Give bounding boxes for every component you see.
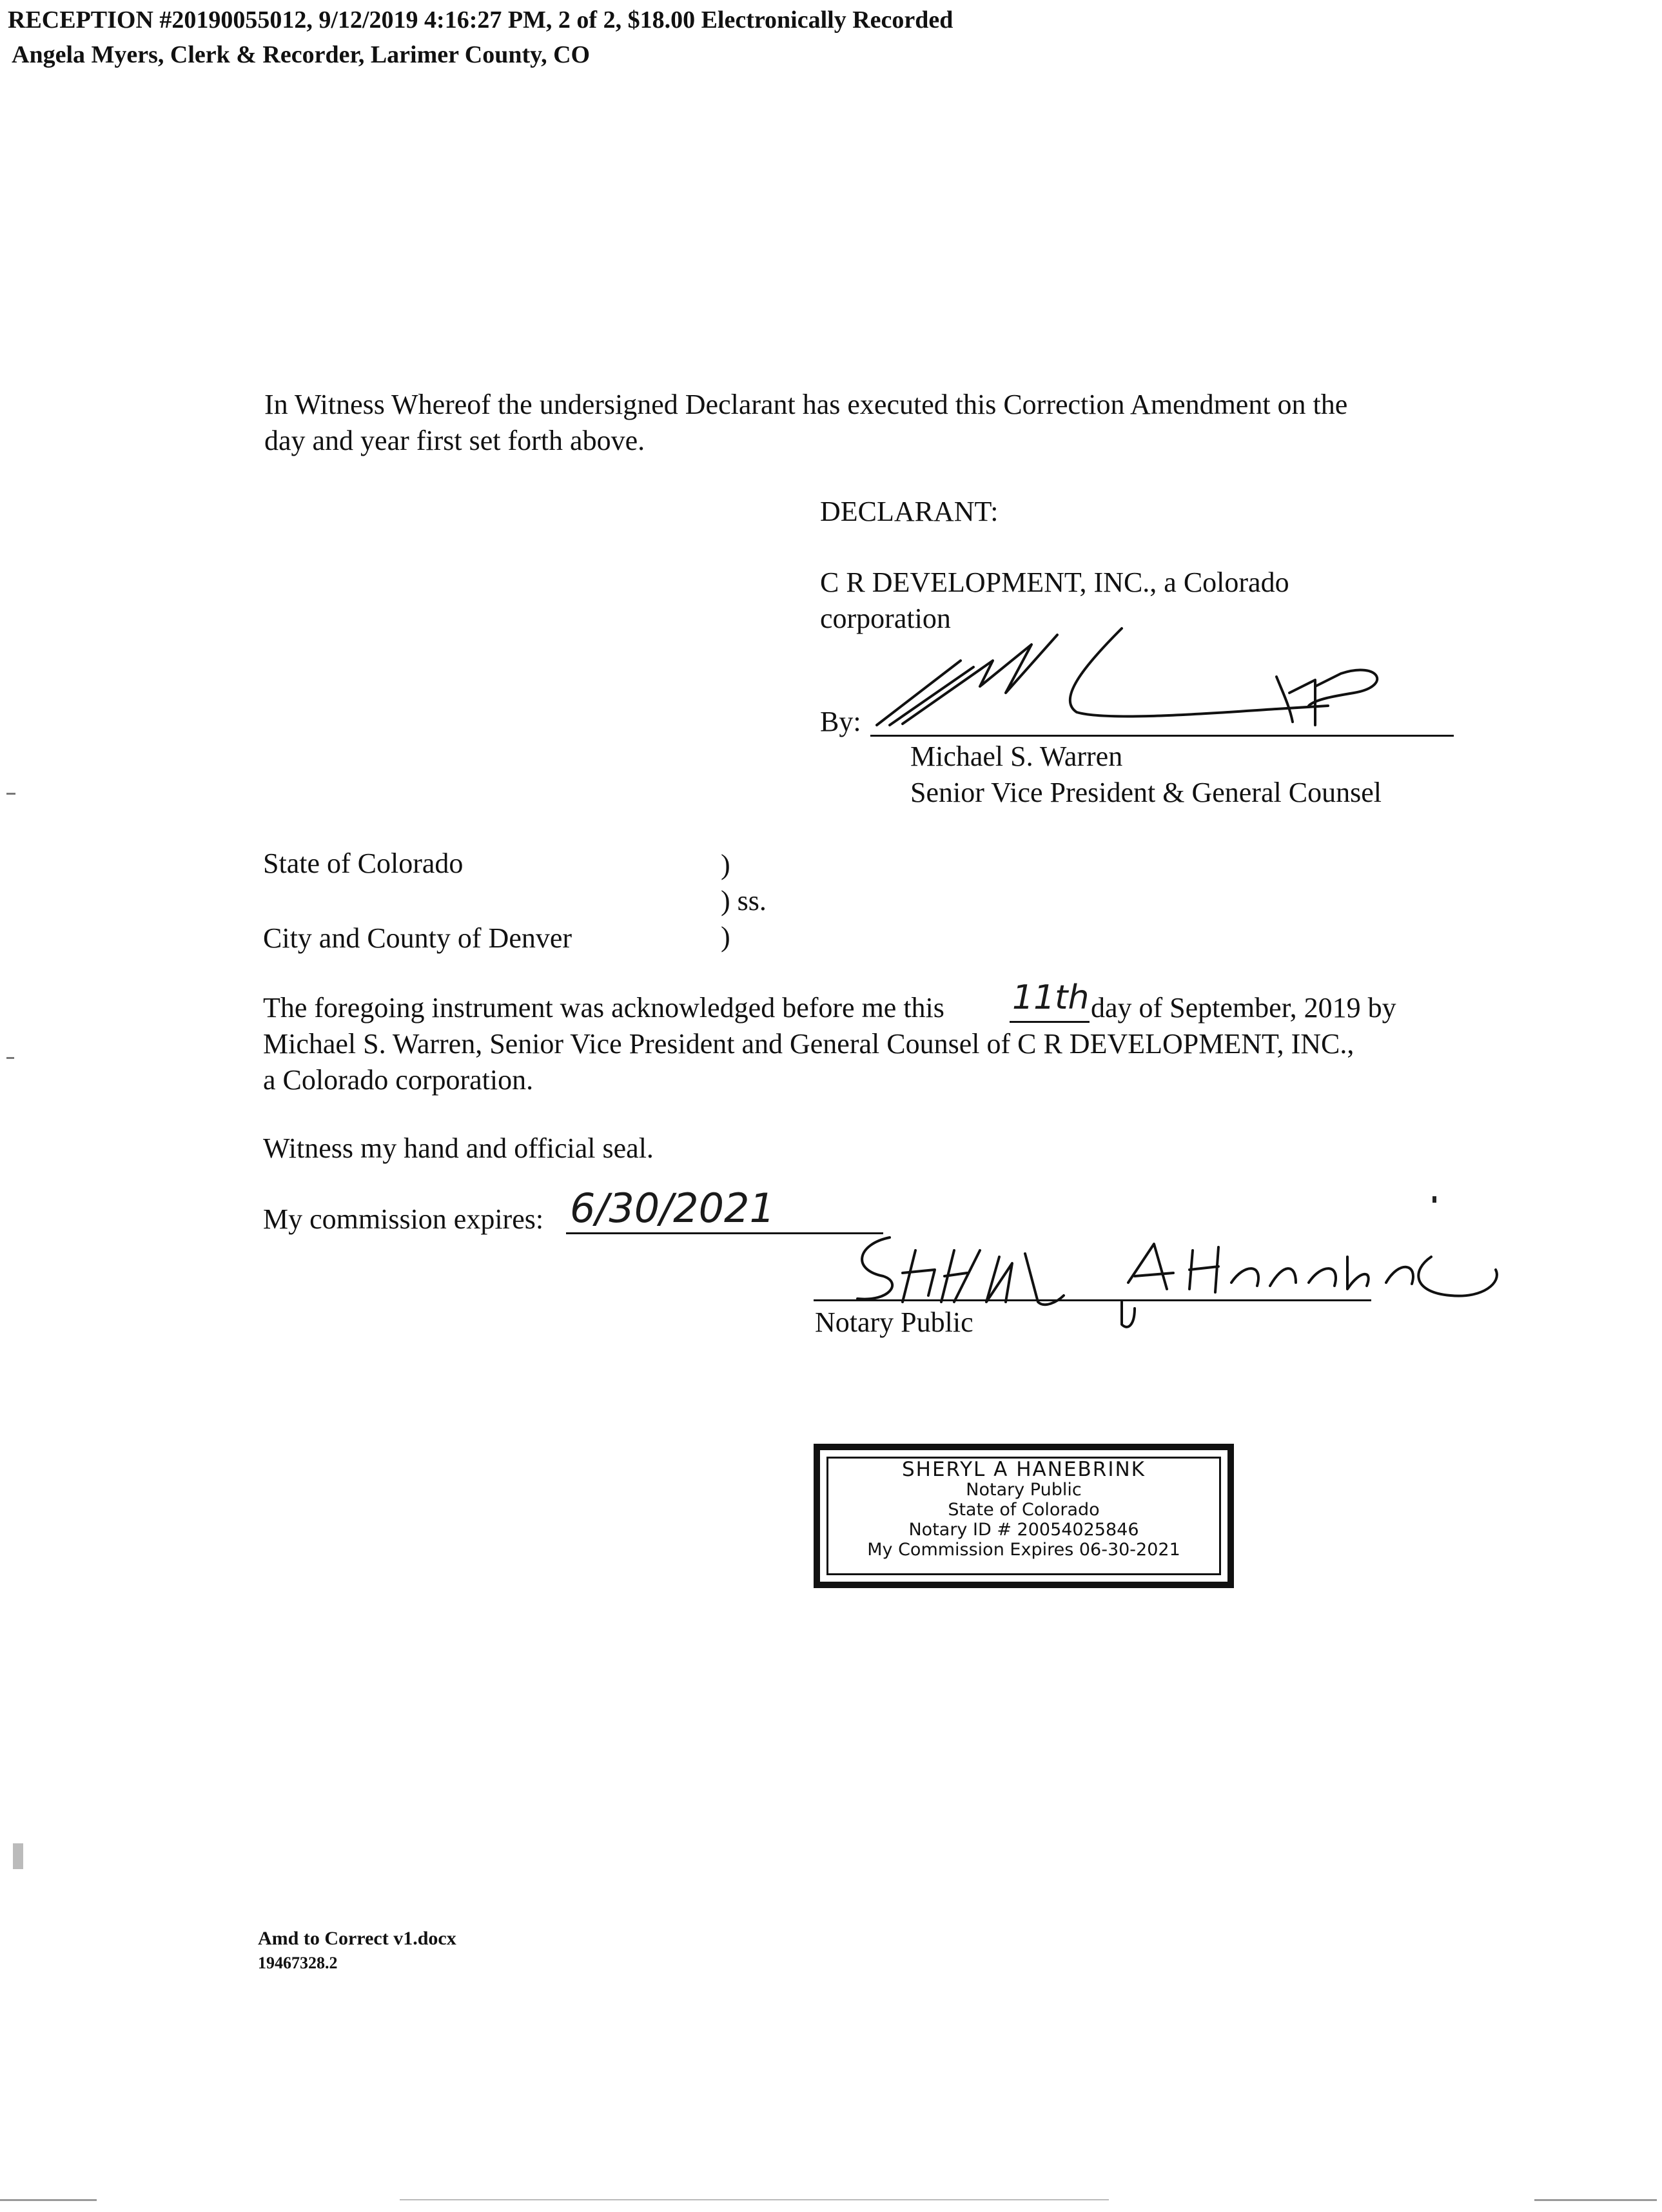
seal-notary-name: SHERYL A HANEBRINK (901, 1458, 1146, 1481)
venue-county: City and County of Denver (263, 922, 572, 954)
recording-header-line-2: Angela Myers, Clerk & Recorder, Larimer County, CO (12, 41, 591, 68)
venue-paren-1: ) (721, 849, 730, 880)
witness-paragraph-line-1: In Witness Whereof the undersigned Declarant has executed this Correction Amendment on the (264, 389, 1348, 420)
acknowledgment-line-2: Michael S. Warren, Senior Vice President and General Counsel of C R DEVELOPMENT, INC., (263, 1028, 1354, 1060)
signer-name: Michael S. Warren (910, 741, 1123, 772)
scan-speck (400, 2199, 1109, 2200)
commission-expires-handwritten: 6/30/2021 (570, 1185, 775, 1232)
venue-paren-3: ) (721, 921, 730, 953)
declarant-heading: DECLARANT: (820, 496, 999, 527)
acknowledgment-line-1-suffix: day of September, 2019 by (1091, 992, 1396, 1024)
scan-speck (13, 1843, 23, 1869)
notary-seal-inner (826, 1457, 1221, 1575)
seal-commission-expires: My Commission Expires 06-30-2021 (867, 1540, 1180, 1560)
scan-speck (0, 2199, 97, 2201)
notary-public-label: Notary Public (815, 1306, 973, 1338)
scan-speck (1432, 1196, 1436, 1203)
venue-state: State of Colorado (263, 848, 464, 879)
scan-speck (6, 793, 15, 795)
seal-notary-title: Notary Public (966, 1480, 1082, 1500)
seal-state: State of Colorado (948, 1500, 1100, 1520)
venue-ss: ) ss. (721, 885, 767, 917)
declarant-company-line-1: C R DEVELOPMENT, INC., a Colorado (820, 567, 1289, 598)
declarant-signature (864, 616, 1444, 738)
declarant-signature-line (870, 735, 1454, 737)
acknowledgment-line-1-prefix: The foregoing instrument was acknowledged before me this (263, 992, 944, 1024)
notary-signature-line (814, 1299, 1371, 1301)
footer-filename: Amd to Correct v1.docx (258, 1928, 456, 1949)
acknowledgment-day-handwritten: 11th (1012, 978, 1090, 1017)
seal-notary-id: Notary ID # 20054025846 (908, 1520, 1139, 1540)
declarant-company-line-2: corporation (820, 603, 951, 634)
acknowledgment-line-3: a Colorado corporation. (263, 1064, 534, 1096)
commission-expires-label: My commission expires: (263, 1203, 544, 1235)
notary-seal-stamp (814, 1444, 1234, 1588)
acknowledgment-day-line (1010, 1021, 1090, 1023)
witness-paragraph-line-2: day and year first set forth above. (264, 425, 645, 456)
witness-hand-seal: Witness my hand and official seal. (263, 1132, 654, 1164)
recording-header-line-1: RECEPTION #20190055012, 9/12/2019 4:16:27 PM, 2 of 2, $18.00 Electronically Recorded (8, 6, 953, 34)
footer-doc-number: 19467328.2 (258, 1954, 338, 1972)
scan-speck (6, 1057, 14, 1059)
scan-speck (1534, 2199, 1657, 2201)
signer-title: Senior Vice President & General Counsel (910, 777, 1382, 808)
by-label: By: (820, 706, 861, 737)
